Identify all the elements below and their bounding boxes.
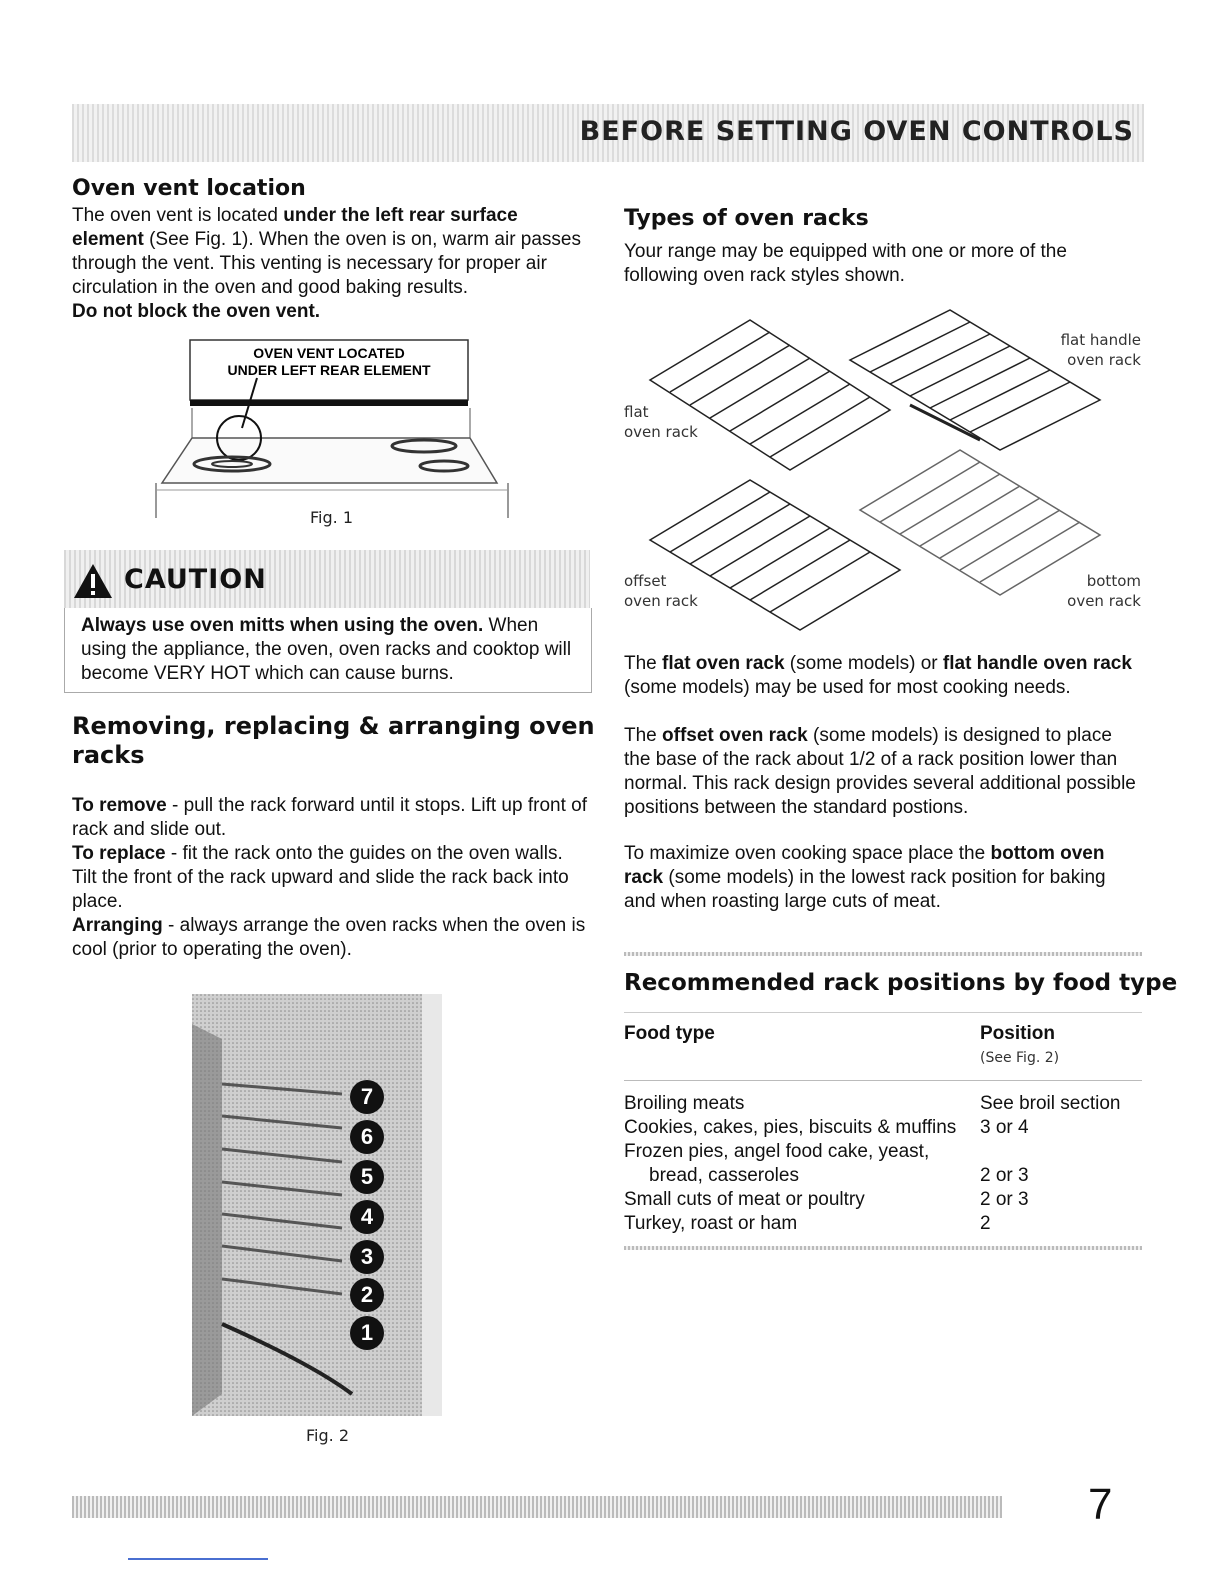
table-row: Frozen pies, angel food cake, yeast, xyxy=(624,1141,930,1162)
rack-position-2: 2 xyxy=(350,1278,384,1312)
rack-position-6: 6 xyxy=(350,1120,384,1154)
table-col-position-note: (See Fig. 2) xyxy=(980,1050,1060,1066)
rack-position-3: 3 xyxy=(350,1240,384,1274)
label-flat-handle-rack: flat handle oven rack xyxy=(1060,331,1141,369)
vent-warning: Do not block the oven vent. xyxy=(72,301,321,322)
table-row: Turkey, roast or ham 2 xyxy=(624,1213,991,1234)
figure-2 xyxy=(192,994,442,1416)
label-bottom-rack: bottom oven rack xyxy=(1067,572,1141,610)
warning-icon xyxy=(72,562,114,600)
table-col-position: Position xyxy=(980,1023,1055,1044)
figure-1 xyxy=(152,338,512,518)
racks-instructions: To remove - pull the rack forward until it stops. Lift up front of rack and slide out. To replace - fit the rack onto the guides on the oven walls. Tilt the front of the rack upward and slide the rack back into place. Arranging - always arrange the oven racks when the oven is cool (prior to operating the oven). xyxy=(72,795,587,960)
label-flat-rack: flat oven rack xyxy=(624,403,698,441)
caution-text: Always use oven mitts when using the oven. When using the appliance, the oven, oven racks and cooktop will become VERY HOT which can cause burns. xyxy=(81,615,572,684)
table-row: Broiling meats See broil section xyxy=(624,1093,1121,1114)
vent-heading: Oven vent location xyxy=(72,176,306,201)
fig2-caption: Fig. 2 xyxy=(306,1426,349,1445)
cooktop-illustration xyxy=(152,338,512,518)
flat-rack-shape xyxy=(650,320,890,470)
table-bottom-rule xyxy=(624,1246,1142,1250)
table-col-food: Food type xyxy=(624,1023,715,1044)
label-offset-rack: offset oven rack xyxy=(624,572,698,610)
types-paragraph-1: The flat oven rack (some models) or flat handle oven rack (some models) may be used for most cooking needs. xyxy=(624,653,1132,698)
rack-position-4: 4 xyxy=(350,1200,384,1234)
fig1-label-line1: OVEN VENT LOCATED xyxy=(253,345,405,361)
header-band xyxy=(72,104,1144,162)
types-heading: Types of oven racks xyxy=(624,206,869,231)
oven-interior-illustration xyxy=(192,994,442,1416)
racks-heading: Removing, replacing & arranging oven racks xyxy=(72,712,595,769)
table-top-rule xyxy=(624,952,1142,956)
table-row: bread, casseroles 2 or 3 xyxy=(649,1165,1029,1186)
caution-band xyxy=(64,550,590,608)
caution-title: CAUTION xyxy=(124,564,267,595)
types-paragraph-3: To maximize oven cooking space place the bottom oven rack (some models) in the lowest rack position for baking and when roasting large cuts of meat. xyxy=(624,843,1106,912)
vent-paragraph: The oven vent is located under the left rear surface element (See Fig. 1). When the oven is on, warm air passes through the vent. This venting is necessary for proper air circulation in the oven and good baking results. Do not block the oven vent. xyxy=(72,205,581,322)
table-header-rule xyxy=(624,1012,1142,1013)
recommended-heading: Recommended rack positions by food type xyxy=(624,970,1178,996)
fig1-caption: Fig. 1 xyxy=(310,508,353,527)
types-intro: Your range may be equipped with one or more of the following oven rack styles shown. xyxy=(624,241,1067,286)
footer-accent-line xyxy=(128,1558,268,1560)
footer-band xyxy=(72,1496,1002,1518)
types-paragraph-2: The offset oven rack (some models) is designed to place the base of the rack about 1/2 of a rack position lower than normal. This rack design provides several additional possible positions between the standard postions. xyxy=(624,725,1136,818)
table-row: Cookies, cakes, pies, biscuits & muffins 3 or 4 xyxy=(624,1117,1029,1138)
page-number: 7 xyxy=(1088,1480,1113,1529)
table-row: Small cuts of meat or poultry 2 or 3 xyxy=(624,1189,1029,1210)
rack-illustrations xyxy=(620,300,1145,640)
rack-position-5: 5 xyxy=(350,1160,384,1194)
fig1-label-line2: UNDER LEFT REAR ELEMENT xyxy=(227,362,431,378)
page-title: BEFORE SETTING OVEN CONTROLS xyxy=(579,116,1134,147)
table-divider xyxy=(624,1080,1142,1081)
caution-box xyxy=(64,608,592,693)
rack-position-table xyxy=(624,1020,1142,1260)
rack-position-1: 1 xyxy=(350,1316,384,1350)
rack-position-7: 7 xyxy=(350,1080,384,1114)
